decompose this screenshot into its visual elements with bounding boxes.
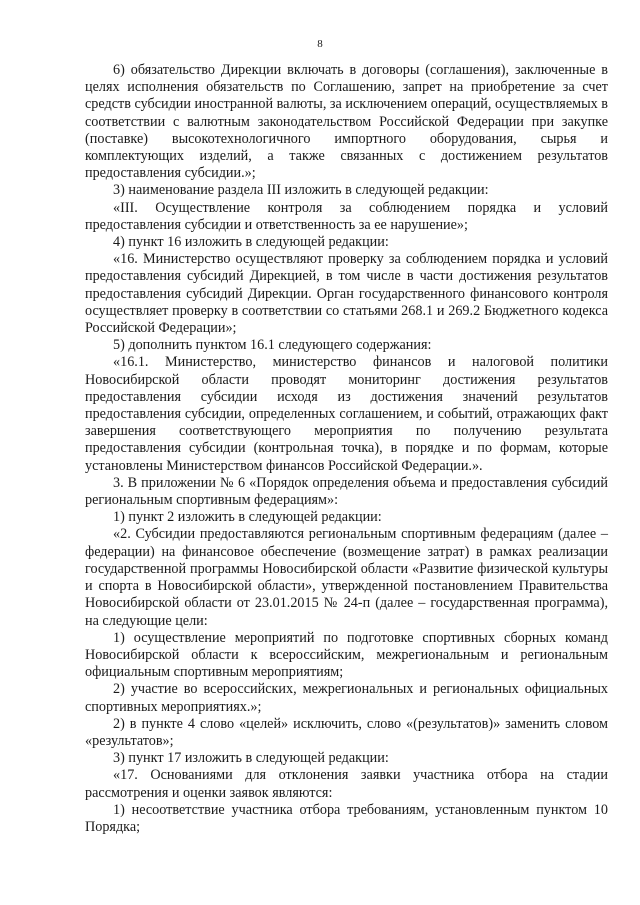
paragraph-clause-16-text: «16. Министерство осуществляют проверку за соблюдением порядка и условий предоставления субсидий Дирекцией, в том числе в части достижения результатов предоставления субсидий Дирекции. Орган государственного финансового контроля осуществляет проверку в соответствии со статьями 268.1 и 269.2 Бюджетного кодекса Российской Федерации»; [85,251,608,337]
paragraph-obligation-6: 6) обязательство Дирекции включать в договоры (соглашения), заключенные в целях исполнения обязательств по Соглашению, запрет на приобретение за счет средств субсидии иностранной валюты, за исключением операций, осуществляемых в соответствии с валютным законодательством Российской Федерации при закупке (поставке) высокотехнологичного импортного оборудования, сырья и комплектующих изделий, а также связанных с достижением результатов предоставления субсидии.»; [85,62,608,182]
paragraph-section-iii-heading: «III. Осуществление контроля за соблюдением порядка и условий предоставления субсидии и ответственность за ее нарушение»; [85,199,608,233]
document-body [85,62,608,836]
paragraph-item-3-clause-17: 3) пункт 17 изложить в следующей редакции: [113,750,389,767]
paragraph-rejection-ground-1: 1) несоответствие участника отбора требованиям, установленным пунктом 10 Порядка; [85,801,608,835]
paragraph-appendix-6: 3. В приложении № 6 «Порядок определения объема и предоставления субсидий региональным спортивным федерациям»: [85,474,608,509]
paragraph-item-2-clause-4: 2) в пункте 4 слово «целей» исключить, слово «(результатов)» заменить словом «результатов»; [85,715,608,749]
paragraph-item-4-clause-16: 4) пункт 16 изложить в следующей редакции: [113,234,389,251]
paragraph-clause-2-text: «2. Субсидии предоставляются региональным спортивным федерациям (далее – федерации) на финансовое обеспечение (возмещение затрат) в рамках реализации государственной программы Новосибирской области «Развитие физической культуры и спорта в Новосибирской области», утвержденной постановлением Правительства Новосибирской области от 23.01.2015 № 24-п (далее – государственная программа), на следующие цели: [85,526,608,629]
paragraph-item-5-clause-16-1: 5) дополнить пунктом 16.1 следующего содержания: [113,337,432,354]
paragraph-goal-2: 2) участие во всероссийских, межрегиональных и региональных официальных спортивных мероприятиях.»; [85,681,608,715]
paragraph-item-1-clause-2: 1) пункт 2 изложить в следующей редакции: [113,509,382,526]
paragraph-goal-1: 1) осуществление мероприятий по подготовке спортивных сборных команд Новосибирской области к всероссийским, межрегиональным и региональным официальным спортивным мероприятиям; [85,629,608,681]
paragraph-item-3-section-title: 3) наименование раздела III изложить в следующей редакции: [113,182,489,199]
paragraph-clause-16-1-text: «16.1. Министерство, министерство финансов и налоговой политики Новосибирской области проводят мониторинг достижения результатов предоставления субсидии исходя из достижения значений результатов предоставления субсидии, определенных соглашением, и событий, отражающих факт завершения соответствующего мероприятия по получению результата предоставления субсидии (контрольная точка), в порядке и по формам, которые установлены Министерством финансов Российской Федерации.». [85,354,608,474]
page-number: 8 [317,38,323,50]
paragraph-clause-17-text: «17. Основаниями для отклонения заявки участника отбора на стадии рассмотрения и оценки заявок являются: [85,767,608,801]
